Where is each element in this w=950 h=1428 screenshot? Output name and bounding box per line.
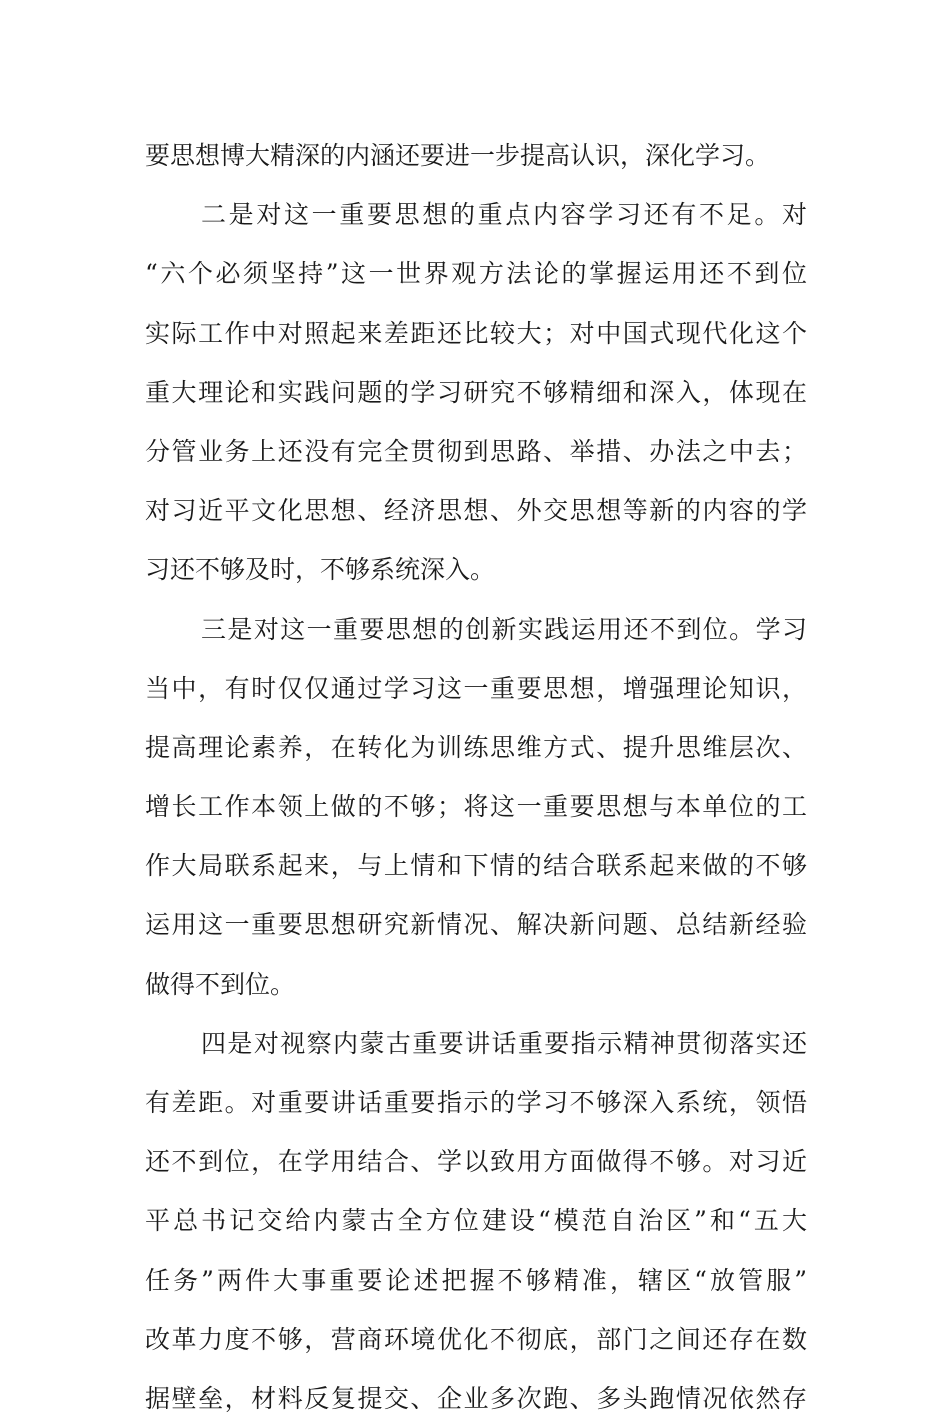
text-line: 有差距。对重要讲话重要指示的学习不够深入系统，领悟 xyxy=(145,1088,807,1117)
text-line: 当中，有时仅仅通过学习这一重要思想，增强理论知识， xyxy=(145,673,807,703)
text-line: 平总书记交给内蒙古全方位建设“模范自治区”和“五大 xyxy=(145,1206,807,1236)
text-line: 分管业务上还没有完全贯彻到思路、举措、办法之中去； xyxy=(145,436,807,466)
text-line: 提高理论素养，在转化为训练思维方式、提升思维层次、 xyxy=(145,732,807,762)
text-line: 运用这一重要思想研究新情况、解决新问题、总结新经验 xyxy=(145,910,807,940)
text-line: 要思想博大精深的内涵还要进一步提高认识，深化学习。 xyxy=(145,141,771,170)
text-line: 改革力度不够，营商环境优化不彻底，部门之间还存在数 xyxy=(145,1324,807,1354)
text-line: 据壁垒，材料反复提交、企业多次跑、多头跑情况依然存 xyxy=(145,1383,807,1413)
text-line: 实际工作中对照起来差距还比较大；对中国式现代化这个 xyxy=(145,318,807,348)
text-line: 做得不到位。 xyxy=(145,969,296,999)
text-line: 还不到位，在学用结合、学以致用方面做得不够。对习近 xyxy=(145,1147,807,1177)
text-line: 增长工作本领上做的不够；将这一重要思想与本单位的工 xyxy=(145,792,807,822)
text-line: 对习近平文化思想、经济思想、外交思想等新的内容的学 xyxy=(145,496,807,526)
paragraph-start-line: 二是对这一重要思想的重点内容学习还有不足。对 xyxy=(201,200,807,230)
text-line: 任务”两件大事重要论述把握不够精准，辖区“放管服” xyxy=(145,1265,807,1295)
text-line: 作大局联系起来，与上情和下情的结合联系起来做的不够 xyxy=(145,851,807,881)
body-text xyxy=(145,126,807,1428)
text-line: “六个必须坚持”这一世界观方法论的掌握运用还不到位 xyxy=(145,259,807,289)
paragraph-start-line: 四是对视察内蒙古重要讲话重要指示精神贯彻落实还 xyxy=(201,1028,807,1058)
text-line: 习还不够及时，不够系统深入。 xyxy=(145,555,496,585)
text-line: 重大理论和实践问题的学习研究不够精细和深入，体现在 xyxy=(145,377,807,407)
paragraph-start-line: 三是对这一重要思想的创新实践运用还不到位。学习 xyxy=(201,614,807,644)
